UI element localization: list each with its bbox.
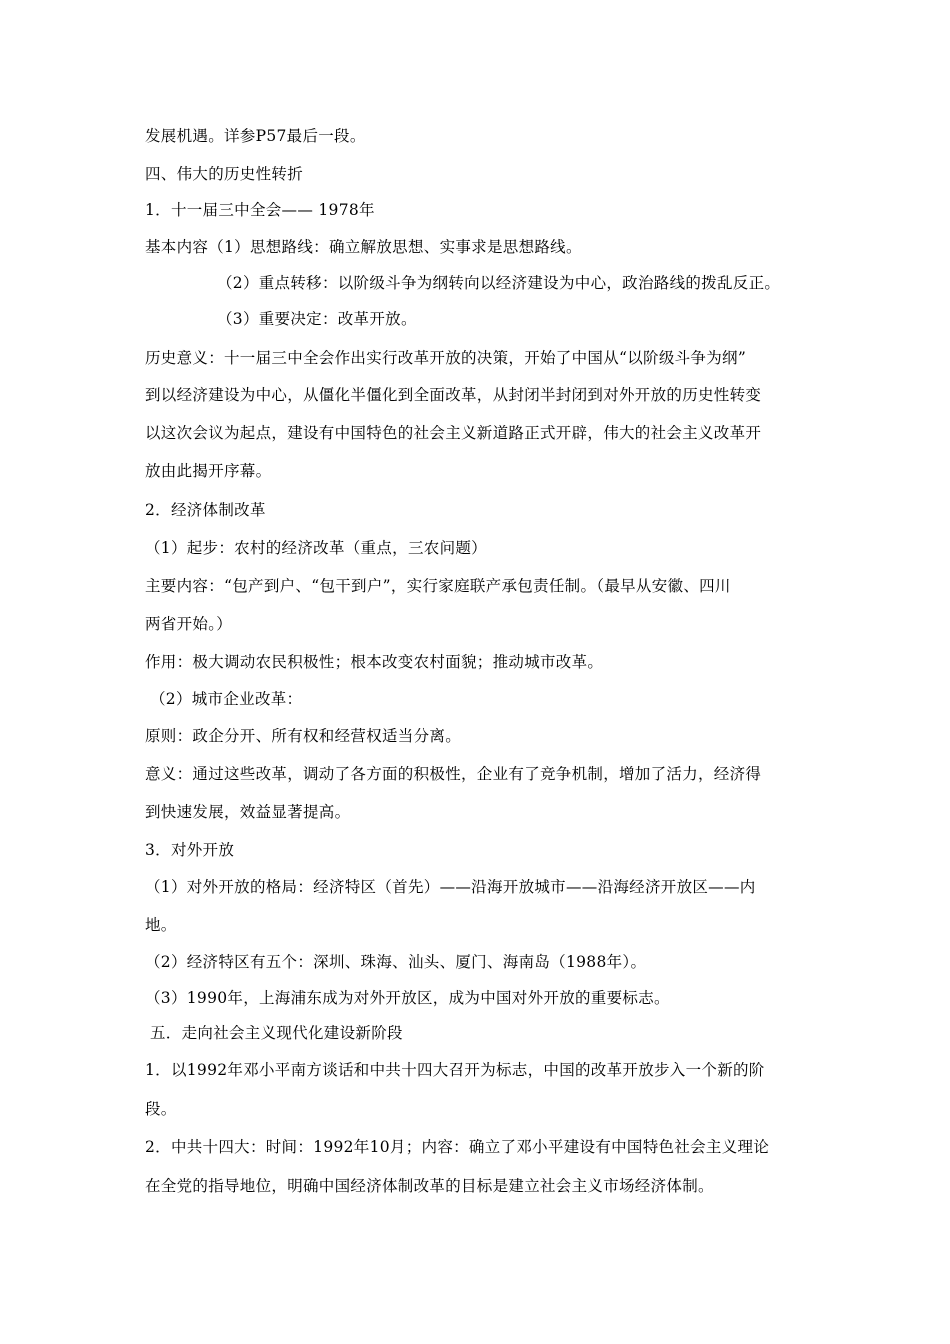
text-line-decision: （3）重要决定：改革开放。 xyxy=(217,310,417,328)
subheading-third-plenum: 1．十一届三中全会—— 1978年 xyxy=(145,201,375,219)
text-line-meaning-2: 到快速发展，效益显著提高。 xyxy=(145,803,351,821)
text-line-significance-1: 历史意义：十一届三中全会作出实行改革开放的决策，开始了中国从“以阶级斗争为纲” xyxy=(145,349,747,367)
text-line-pattern-1: （1）对外开放的格局：经济特区（首先）——沿海开放城市——沿海经济开放区——内 xyxy=(145,878,756,896)
text-line-1: 发展机遇。详参P57最后一段。 xyxy=(145,127,366,145)
text-line-focus-shift: （2）重点转移：以阶级斗争为纲转向以经济建设为中心，政治路线的拨乱反正。 xyxy=(217,274,781,292)
text-line-pattern-2: 地。 xyxy=(145,916,177,934)
text-line-significance-3: 以这次会议为起点，建设有中国特色的社会主义新道路正式开辟，伟大的社会主义改革开 xyxy=(145,424,762,442)
text-line-significance-2: 到以经济建设为中心，从僵化半僵化到全面改革，从封闭半封闭到对外开放的历史性转变 xyxy=(145,386,762,404)
text-line-14th-congress-1: 2．中共十四大：时间：1992年10月；内容：确立了邓小平建设有中国特色社会主义理论 xyxy=(145,1138,770,1156)
text-line-urban-reform: （2）城市企业改革： xyxy=(150,690,303,708)
text-line-meaning-1: 意义：通过这些改革，调动了各方面的积极性，企业有了竞争机制，增加了活力，经济得 xyxy=(145,765,762,783)
text-line-effect: 作用：极大调动农民积极性；根本改变农村面貌；推动城市改革。 xyxy=(145,653,604,671)
text-line-14th-congress-2: 在全党的指导地位，明确中国经济体制改革的目标是建立社会主义市场经济体制。 xyxy=(145,1177,714,1195)
subheading-opening-up: 3．对外开放 xyxy=(145,841,235,859)
section-heading-4: 四、伟大的历史性转折 xyxy=(145,165,304,183)
text-line-new-stage-2: 段。 xyxy=(145,1100,177,1118)
text-line-rural-start: （1）起步：农村的经济改革（重点，三农问题） xyxy=(145,539,487,557)
text-line-significance-4: 放由此揭开序幕。 xyxy=(145,462,272,480)
text-line-new-stage-1: 1．以1992年邓小平南方谈话和中共十四大召开为标志，中国的改革开放步入一个新的阶 xyxy=(145,1061,765,1079)
text-line-principle: 原则：政企分开、所有权和经营权适当分离。 xyxy=(145,727,462,745)
text-line-special-zones: （2）经济特区有五个：深圳、珠海、汕头、厦门、海南岛（1988年）。 xyxy=(145,953,647,971)
text-line-main-content-2: 两省开始。） xyxy=(145,615,233,633)
text-line-pudong: （3）1990年，上海浦东成为对外开放区，成为中国对外开放的重要标志。 xyxy=(145,989,670,1007)
subheading-economic-reform: 2．经济体制改革 xyxy=(145,501,266,519)
text-line-basic-content: 基本内容（1）思想路线：确立解放思想、实事求是思想路线。 xyxy=(145,238,582,256)
text-line-main-content-1: 主要内容：“包产到户、“包干到户”，实行家庭联产承包责任制。（最早从安徽、四川 xyxy=(145,577,731,595)
section-heading-5: 五．走向社会主义现代化建设新阶段 xyxy=(150,1024,403,1042)
